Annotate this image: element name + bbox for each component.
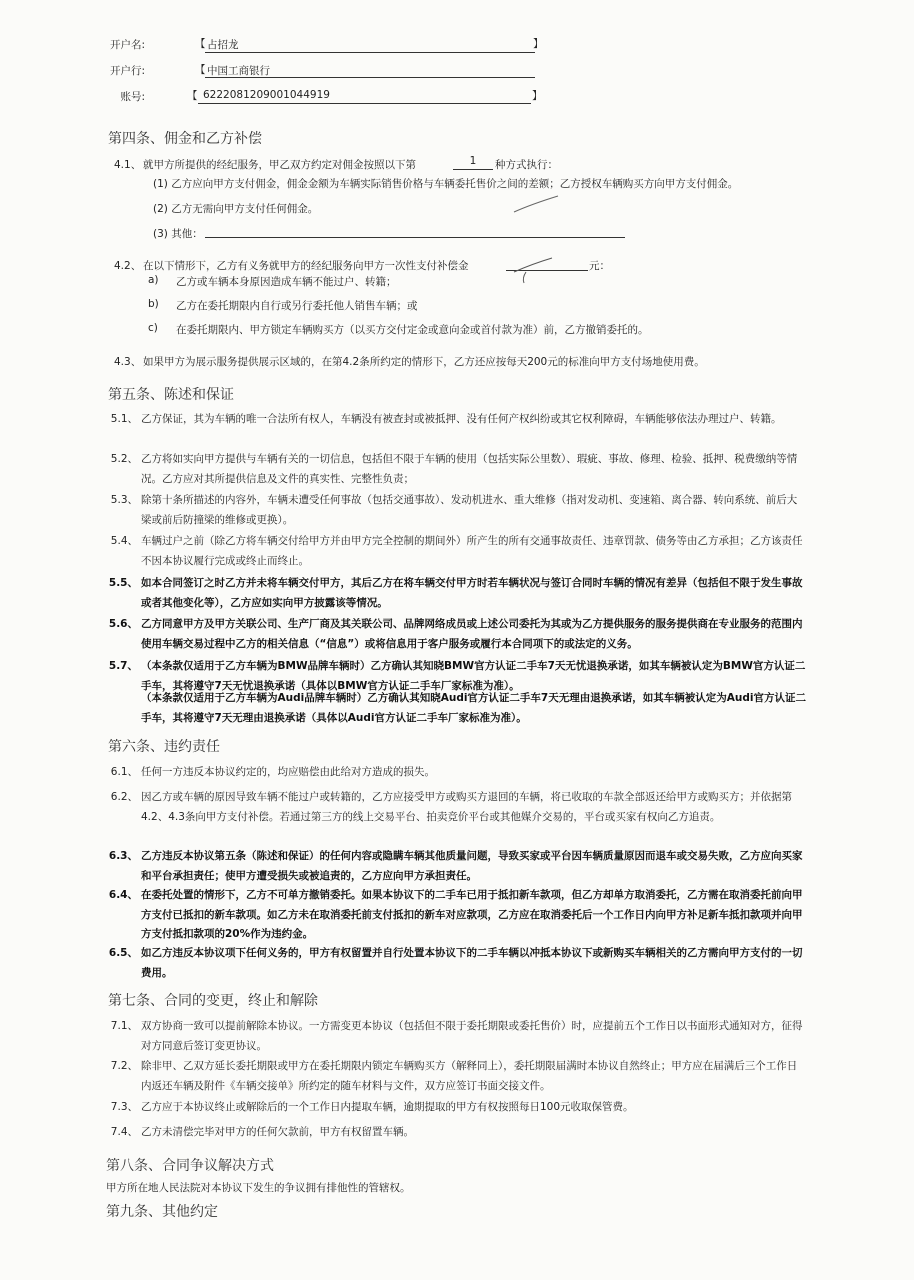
item-b-label: b) bbox=[148, 298, 159, 310]
clause-7-2-number: 7.2、 bbox=[110, 1060, 138, 1072]
item-c-text: 在委托期限内、甲方锁定车辆购买方（以买方交付定金或意向金或首付款为准）前，乙方撤销委托的。 bbox=[176, 324, 649, 336]
clause-7-3-number: 7.3、 bbox=[110, 1101, 138, 1113]
clause-4-3-number: 4.3、 bbox=[114, 356, 142, 368]
clause-5-7-number: 5.7、 bbox=[108, 660, 138, 672]
clause-7-4-number: 7.4、 bbox=[110, 1126, 138, 1138]
clause-4-3-text: 如果甲方为展示服务提供展示区域的，在第4.2条所约定的情形下，乙方还应按每天200元的标准向甲方支付场地使用费。 bbox=[143, 356, 705, 368]
clause-7-3-text: 乙方应于本协议终止或解除后的一个工作日内提取车辆，逾期提取的甲方有权按照每日100元收取保管费。 bbox=[141, 1101, 634, 1113]
clause-6-4-text: 在委托处置的情形下，乙方不可单方撤销委托。如果本协议下的二手车已用于抵扣新车款项，但乙方却单方取消委托，乙方需在取消委托前向甲方支付已抵扣的新车款项。如乙方未在取消委托前支付抵扣的新车对应款项，乙方应在取消委托后一个工作日内向甲方补足新车抵扣款项并向甲方支付抵扣款项的20%作为违约金。 bbox=[141, 889, 803, 940]
commission-choice-line bbox=[453, 169, 493, 170]
item-a-label: a) bbox=[148, 274, 159, 286]
section-8-title: 第八条、合同争议解决方式 bbox=[106, 1158, 274, 1174]
clause-5-3-number: 5.3、 bbox=[110, 494, 138, 506]
open-bracket-2: 【 bbox=[195, 64, 206, 76]
clause-6-3-text: 乙方违反本协议第五条（陈述和保证）的任何内容或隐瞒车辆其他质量问题，导致买家或平台因车辆质量原因而退车或交易失败，乙方应向买家和平台承担责任；使甲方遭受损失或被追责的，乙方应向甲方承担责任。 bbox=[141, 850, 803, 882]
clause-5-4-text: 车辆过户之前（除乙方将车辆交付给甲方并由甲方完全控制的期间外）所产生的所有交通事故责任、违章罚款、债务等由乙方承担；乙方该责任不因本协议履行完成或终止而终止。 bbox=[141, 535, 803, 567]
clause-7-1-text: 双方协商一致可以提前解除本协议。一方需变更本协议（包括但不限于委托期限或委托售价）时，应提前五个工作日以书面形式通知对方，征得对方同意后签订变更协议。 bbox=[141, 1020, 803, 1052]
section-4-title: 第四条、佣金和乙方补偿 bbox=[108, 131, 262, 147]
account-no-label: 账号: bbox=[120, 91, 145, 103]
clause-6-1-number: 6.1、 bbox=[110, 766, 138, 778]
clause-5-7-text-audi: （本条款仅适用于乙方车辆为Audi品牌车辆时）乙方确认其知晓Audi官方认证二手车7天无理由退换承诺，如其车辆被认定为Audi官方认证二手车，其将遵守7天无理由退换承诺（具体以Audi官方认证二手车厂家标准为准）。 bbox=[141, 692, 806, 724]
clause-7-1-number: 7.1、 bbox=[110, 1020, 138, 1032]
section-5-title: 第五条、陈述和保证 bbox=[108, 387, 234, 403]
clause-7-2-text: 除非甲、乙双方延长委托期限或甲方在委托期限内锁定车辆购买方（解释同上），委托期限届满时本协议自然终止；甲方应在届满后三个工作日内返还车辆及附件《车辆交接单》所约定的随车材料与文件，双方应签订书面交接文件。 bbox=[141, 1060, 798, 1092]
clause-6-5-text: 如乙方违反本协议项下任何义务的，甲方有权留置并自行处置本协议下的二手车辆以冲抵本协议下或新购买车辆相关的乙方需向甲方支付的一切费用。 bbox=[141, 947, 803, 979]
account-name-value: 占招龙 bbox=[207, 39, 239, 51]
commission-option-3: (3) 其他： bbox=[153, 228, 203, 240]
clause-6-5-number: 6.5、 bbox=[108, 947, 138, 959]
section-7-title: 第七条、合同的变更，终止和解除 bbox=[108, 993, 318, 1009]
clause-4-1-text-a: 就甲方所提供的经纪服务，甲乙双方约定对佣金按照以下第 bbox=[143, 159, 416, 171]
commission-choice: 1 bbox=[469, 155, 477, 167]
clause-5-5-text: 如本合同签订之时乙方并未将车辆交付甲方，其后乙方在将车辆交付甲方时若车辆状况与签订合同时车辆的情况有差异（包括但不限于发生事故或者其他变化等），乙方应如实向甲方披露该等情况。 bbox=[141, 577, 803, 609]
clause-5-4-number: 5.4、 bbox=[110, 535, 138, 547]
clause-4-2-text-a: 在以下情形下，乙方有义务就甲方的经纪服务向甲方一次性支付补偿金 bbox=[143, 260, 469, 272]
section-8-text: 甲方所在地人民法院对本协议下发生的争议拥有排他性的管辖权。 bbox=[106, 1182, 411, 1194]
clause-5-5-number: 5.5、 bbox=[108, 577, 138, 589]
close-bracket-3: 】 bbox=[532, 90, 543, 102]
clause-4-1-number: 4.1、 bbox=[114, 159, 142, 171]
clause-6-2-text: 因乙方或车辆的原因导致车辆不能过户或转籍的，乙方应接受甲方或购买方退回的车辆，将已收取的车款全部返还给甲方或购买方；并依据第4.2、4.3条向甲方支付补偿。若通过第三方的线上交易平台、拍卖竞价平台或其他媒介交易的，平台或买家有权向乙方追责。 bbox=[141, 791, 792, 823]
open-bracket: 【 bbox=[195, 38, 206, 50]
account-name-line bbox=[205, 52, 535, 53]
account-name-label: 开户名: bbox=[109, 39, 145, 51]
clause-5-1-number: 5.1、 bbox=[110, 413, 138, 425]
clause-6-4-number: 6.4、 bbox=[108, 889, 138, 901]
clause-7-4-text: 乙方未清偿完毕对甲方的任何欠款前，甲方有权留置车辆。 bbox=[141, 1126, 414, 1138]
clause-4-2-text-b: 元： bbox=[589, 260, 610, 272]
clause-6-2-number: 6.2、 bbox=[110, 791, 138, 803]
section-9-title: 第九条、其他约定 bbox=[106, 1204, 218, 1220]
clause-5-6-number: 5.6、 bbox=[108, 618, 138, 630]
item-c-label: c) bbox=[148, 322, 158, 334]
clause-6-1-text: 任何一方违反本协议约定的，均应赔偿由此给对方造成的损失。 bbox=[141, 766, 435, 778]
clause-5-2-text: 乙方将如实向甲方提供与车辆有关的一切信息，包括但不限于车辆的使用（包括实际公里数）、瑕疵、事故、修理、检验、抵押、税费缴纳等情况。乙方应对其所提供信息及文件的真实性、完整性负责； bbox=[141, 453, 798, 485]
item-a-text: 乙方或车辆本身原因造成车辆不能过户、转籍； bbox=[176, 276, 397, 288]
clause-4-1-text-b: 种方式执行： bbox=[495, 159, 558, 171]
close-bracket: 】 bbox=[533, 38, 544, 50]
pen-mark-2 bbox=[512, 256, 558, 286]
pen-mark-1 bbox=[512, 192, 562, 216]
clause-5-1-text: 乙方保证，其为车辆的唯一合法所有权人，车辆没有被查封或被抵押、没有任何产权纠纷或其它权利障碍，车辆能够依法办理过户、转籍。 bbox=[141, 413, 782, 425]
account-no-value: 6222081209001044919 bbox=[203, 89, 330, 101]
account-bank-line bbox=[205, 77, 535, 78]
clause-5-6-text: 乙方同意甲方及甲方关联公司、生产厂商及其关联公司、品牌网络成员或上述公司委托为其或为乙方提供服务的服务提供商在专业服务的范围内使用车辆交易过程中乙方的相关信息（“信息”）或将信息用于客户服务或履行本合同项下的或法定的义务。 bbox=[141, 618, 803, 650]
other-terms-line bbox=[205, 237, 625, 238]
account-bank-label: 开户行: bbox=[109, 65, 145, 77]
section-6-title: 第六条、违约责任 bbox=[108, 739, 220, 755]
clause-4-2-number: 4.2、 bbox=[114, 260, 142, 272]
commission-option-2: (2) 乙方无需向甲方支付任何佣金。 bbox=[153, 203, 319, 215]
open-bracket-3: 【 bbox=[187, 90, 198, 102]
clause-5-3-text: 除第十条所描述的内容外，车辆未遭受任何事故（包括交通事故）、发动机进水、重大维修（指对发动机、变速箱、离合器、转向系统、前后大梁或前后防撞梁的维修或更换）。 bbox=[141, 494, 798, 526]
item-b-text: 乙方在委托期限内自行或另行委托他人销售车辆；或 bbox=[176, 300, 418, 312]
account-no-line bbox=[198, 103, 531, 104]
clause-6-3-number: 6.3、 bbox=[108, 850, 138, 862]
commission-option-1: (1) 乙方应向甲方支付佣金，佣金金额为车辆实际销售价格与车辆委托售价之间的差额；乙方授权车辆购买方向甲方支付佣金。 bbox=[153, 178, 739, 190]
clause-5-2-number: 5.2、 bbox=[110, 453, 138, 465]
account-bank-value: 中国工商银行 bbox=[207, 65, 270, 77]
clause-5-7-text-bmw: （本条款仅适用于乙方车辆为BMW品牌车辆时）乙方确认其知晓BMW官方认证二手车7天无忧退换承诺，如其车辆被认定为BMW官方认证二手车，其将遵守7天无忧退换承诺（具体以BMW官方认证二手车厂家标准为准）。 bbox=[141, 660, 806, 692]
